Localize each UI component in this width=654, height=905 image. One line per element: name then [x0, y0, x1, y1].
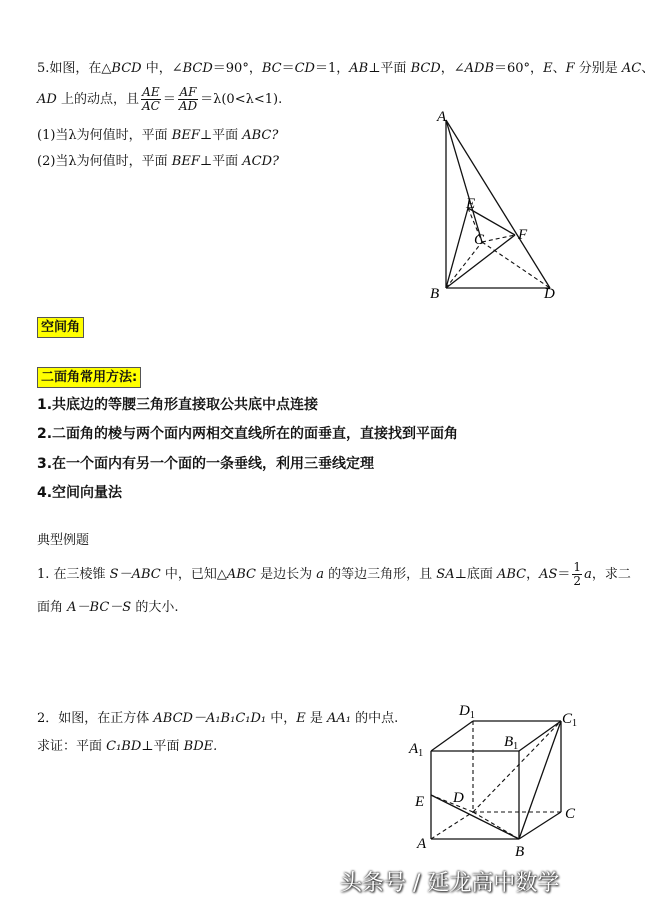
label-a: A: [417, 836, 427, 852]
fraction-af-ad: $\frac{AF}{AD}$: [178, 85, 198, 113]
method-title: 二面角常用方法:: [37, 366, 141, 385]
label-e: E: [466, 196, 476, 212]
cube-figure: [405, 695, 590, 860]
edge-cd-hidden: [482, 242, 550, 288]
problem5-question2: (2)当λ为何值时，平面 BEF⊥平面 ACD?: [37, 154, 279, 169]
problem5-question1: (1)当λ为何值时，平面 BEF⊥平面 ABC?: [37, 128, 279, 143]
edge-be: [446, 208, 468, 288]
fraction-ae-ac: $\frac{AE}{AC}$: [141, 85, 160, 113]
problem5-line2: AD 上的动点，且 $\frac{AE}{AC}$ ＝ $\frac{AF}{AD}$ ＝λ(0<λ<1).: [37, 85, 283, 113]
edge-ef: [468, 208, 515, 235]
edge-ad: [446, 120, 550, 288]
tetrahedron-figure: [420, 105, 570, 305]
cube-line-db-hidden: [473, 812, 519, 839]
example1-line2: 面角 A－BC－S 的大小.: [37, 600, 179, 615]
label-c1: $C_1$: [562, 711, 578, 729]
examples-heading: 典型例题: [37, 533, 90, 548]
method-item-4: 4.空间向量法: [37, 485, 123, 501]
example2-line1: 2．如图，在正方体 ABCD－A₁B₁C₁D₁ 中，E 是 AA₁ 的中点.: [37, 711, 399, 726]
cube-line-bc1: [519, 721, 561, 839]
cube-line-eb: [431, 795, 519, 839]
problem5-line1: 5.如图，在△BCD 中，∠BCD＝90°，BC＝CD＝1，AB⊥平面 BCD，∠ADB＝60°，E、F 分别是 AC、: [37, 61, 654, 76]
label-e: E: [415, 794, 425, 810]
fraction-one-half: $\frac{1}{2}$: [573, 560, 582, 588]
cube-line-de-hidden: [431, 795, 473, 812]
label-c: C: [474, 232, 485, 248]
label-b: B: [515, 844, 525, 860]
cube-edge-bc: [519, 812, 561, 839]
label-d1: $D_1$: [459, 703, 475, 721]
label-d: D: [544, 286, 555, 302]
label-d: D: [453, 790, 464, 806]
method-item-2: 2.二面角的棱与两个面内两相交直线所在的面垂直，直接找到平面角: [37, 426, 459, 442]
section-title: 空间角: [37, 316, 84, 335]
label-a1: $A_1$: [409, 741, 424, 759]
cube-edge-ad-hidden: [431, 812, 473, 839]
example2-line2: 求证：平面 C₁BD⊥平面 BDE.: [37, 739, 218, 754]
example1-line1: 1. 在三棱锥 S－ABC 中，已知△ABC 是边长为 a 的等边三角形，且 SA⊥底面 ABC，AS＝ $\frac{1}{2}$ a，求二: [37, 560, 631, 588]
watermark: 头条号 / 延龙高中数学: [340, 871, 560, 896]
method-item-1: 1.共底边的等腰三角形直接取公共底中点连接: [37, 397, 319, 413]
label-b1: $B_1$: [504, 734, 519, 752]
label-f: F: [518, 227, 528, 243]
label-a: A: [437, 109, 447, 125]
label-b: B: [430, 286, 440, 302]
cube-edge-a1d1: [431, 721, 473, 751]
method-item-3: 3.在一个面内有另一个面的一条垂线，利用三垂线定理: [37, 456, 375, 472]
label-c: C: [565, 806, 576, 822]
cube-line-dc1-hidden: [473, 721, 561, 812]
cube-edge-b1c1: [519, 721, 561, 751]
